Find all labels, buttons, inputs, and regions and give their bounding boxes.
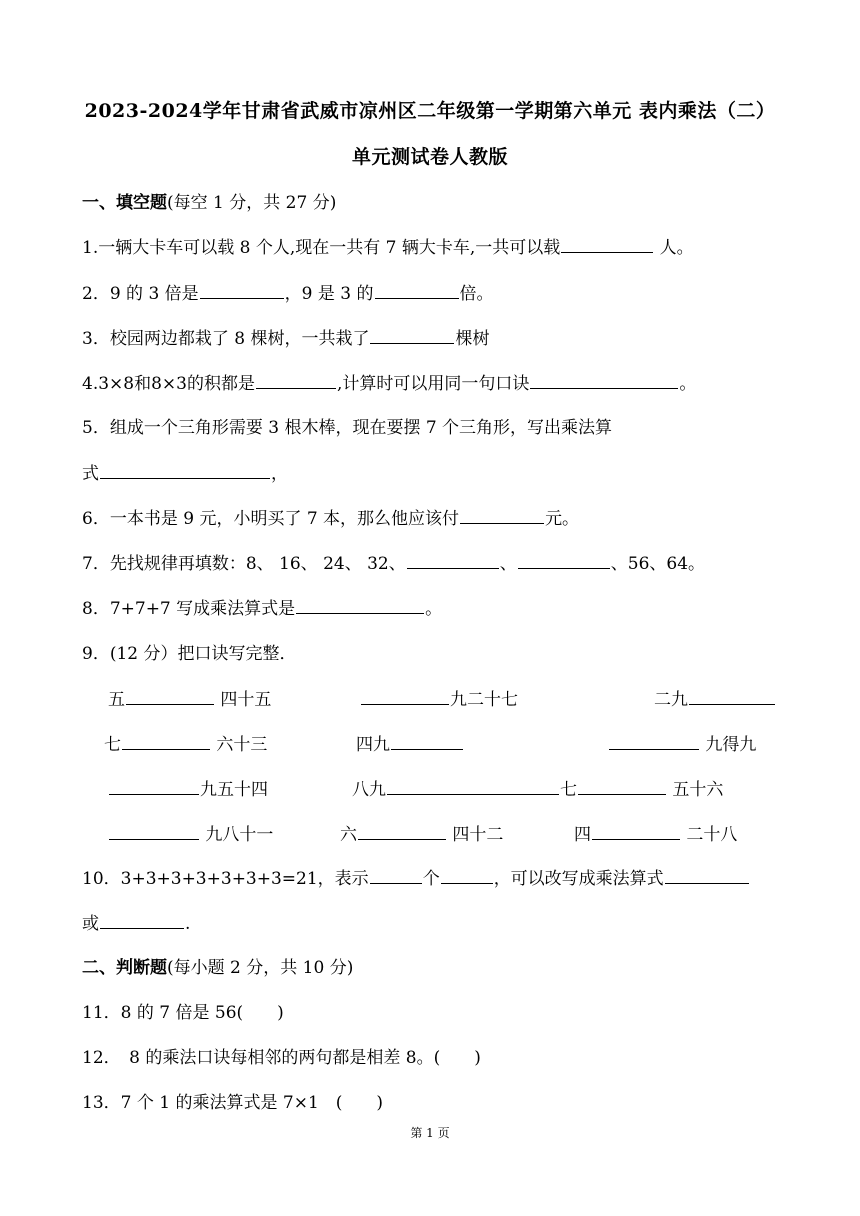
q4-text-b: ,计算时可以用同一句口诀 <box>336 374 530 394</box>
rhyme-text: 九五十四 <box>200 780 268 800</box>
question-2 <box>82 279 494 304</box>
question-1 <box>82 233 694 258</box>
rhyme-4-3 <box>574 820 737 845</box>
rhyme-blank[interactable] <box>126 686 214 705</box>
q7-text-a: 7．先找规律再填数：8、 16、 24、 32、 <box>82 554 406 574</box>
rhyme-blank[interactable] <box>122 731 210 750</box>
question-12: 12． 8 的乘法口诀每相邻的两句都是相差 8。( ) <box>82 1048 481 1068</box>
rhyme-1-2 <box>360 685 518 710</box>
q3-text-a: 3．校园两边都栽了 8 棵树，一共栽了 <box>82 329 370 349</box>
title-line-2: 单元测试卷人教版 <box>351 146 508 168</box>
q6-text-b: 元。 <box>545 509 580 529</box>
q10-text-c: ，可以改写成乘法算式 <box>493 869 664 889</box>
q10-blank-2[interactable] <box>441 865 493 884</box>
rhyme-text: 四十五 <box>215 690 272 710</box>
q7-text-c: 、56、64。 <box>610 554 706 574</box>
rhyme-blank[interactable] <box>592 821 680 840</box>
rhyme-text: 六 <box>340 825 357 845</box>
q10-text-d: 或 <box>82 914 99 934</box>
q3-text-b: 棵树 <box>455 329 490 349</box>
q2-blank-2[interactable] <box>375 280 459 299</box>
question-5-line-1: 5．组成一个三角形需要 3 根木棒，现在要摆 7 个三角形，写出乘法算 <box>82 418 613 438</box>
rhyme-2-2 <box>356 730 464 755</box>
q1-text: 1.一辆大卡车可以载 8 个人,现在一共有 7 辆大卡车,一共可以载 <box>82 238 561 258</box>
rhyme-text: 九八十一 <box>200 825 274 845</box>
q10-blank-4[interactable] <box>100 910 184 929</box>
q10-text-b: 个 <box>422 869 440 889</box>
rhyme-1-3 <box>654 685 776 710</box>
section-1-title: 一、填空题 <box>82 193 167 213</box>
rhyme-text: 九得九 <box>700 735 757 755</box>
rhyme-3-2 <box>352 775 723 800</box>
rhyme-text: 六十三 <box>211 735 268 755</box>
rhyme-1-1 <box>108 685 271 710</box>
rhyme-text: 五 <box>108 690 125 710</box>
question-8 <box>82 594 442 619</box>
rhyme-4-1 <box>108 820 273 845</box>
section-1-heading <box>82 188 336 213</box>
rhyme-text: 八九 <box>352 780 386 800</box>
rhyme-blank[interactable] <box>361 686 449 705</box>
rhyme-blank[interactable] <box>387 776 559 795</box>
q4-blank-2[interactable] <box>530 370 678 389</box>
rhyme-text: 四九 <box>356 735 390 755</box>
rhyme-text: 七 <box>560 780 577 800</box>
q10-text-e: . <box>185 914 191 934</box>
question-4 <box>82 369 696 394</box>
q4-text-a: 4.3×8和8×3的积都是 <box>82 374 255 394</box>
rhyme-4-2 <box>340 820 503 845</box>
q2-blank-1[interactable] <box>200 280 284 299</box>
question-11: 11．8 的 7 倍是 56( ) <box>82 1003 284 1023</box>
rhyme-text: 五十六 <box>667 780 724 800</box>
rhyme-text: 二十八 <box>681 825 738 845</box>
q7-blank-2[interactable] <box>518 550 610 569</box>
rhyme-blank[interactable] <box>391 731 463 750</box>
question-5-line-2 <box>82 459 288 484</box>
q5-text-c: ， <box>271 464 288 484</box>
rhyme-text: 九二十七 <box>450 690 518 710</box>
q6-text-a: 6．一本书是 9 元，小明买了 7 本，那么他应该付 <box>82 509 460 529</box>
q4-blank-1[interactable] <box>256 370 336 389</box>
q5-blank[interactable] <box>100 460 270 479</box>
q7-blank-1[interactable] <box>407 550 499 569</box>
section-2-note: (每小题 2 分，共 10 分) <box>167 958 354 978</box>
rhyme-2-1 <box>104 730 267 755</box>
q1-unit: 人。 <box>654 238 694 258</box>
section-2-heading <box>82 953 353 978</box>
question-10-line-2 <box>82 909 190 934</box>
q8-text-a: 8．7+7+7 写成乘法算式是 <box>82 599 296 619</box>
q8-text-b: 。 <box>425 599 443 619</box>
page-number: 第 1 页 <box>410 1126 450 1140</box>
q2-text-b: ，9 是 3 的 <box>284 284 374 304</box>
rhyme-blank[interactable] <box>609 731 699 750</box>
rhyme-blank[interactable] <box>578 776 666 795</box>
q1-blank[interactable] <box>561 234 653 253</box>
rhyme-text: 二九 <box>654 690 688 710</box>
rhyme-3-1 <box>108 775 268 800</box>
rhyme-text: 四十二 <box>447 825 504 845</box>
q10-blank-1[interactable] <box>370 865 422 884</box>
question-9: 9．(12 分）把口诀写完整． <box>82 644 297 664</box>
rhyme-text: 七 <box>104 735 121 755</box>
section-1-note: (每空 1 分，共 27 分) <box>167 193 337 213</box>
rhyme-blank[interactable] <box>109 821 199 840</box>
q4-text-c: 。 <box>679 374 697 394</box>
rhyme-blank[interactable] <box>109 776 199 795</box>
question-10-line-1 <box>82 864 750 889</box>
rhyme-blank[interactable] <box>358 821 446 840</box>
q7-text-b: 、 <box>499 554 517 574</box>
title-line-1: 2023-2024学年甘肃省武威市凉州区二年级第一学期第六单元 表内乘法（二） <box>84 100 776 122</box>
rhyme-2-3 <box>608 730 756 755</box>
question-13: 13．7 个 1 的乘法算式是 7×1 ( ) <box>82 1093 384 1113</box>
q2-text-c: 倍。 <box>459 284 494 304</box>
rhyme-blank[interactable] <box>689 686 775 705</box>
q5-text-b: 式 <box>82 464 99 484</box>
rhyme-text: 四 <box>574 825 591 845</box>
question-3 <box>82 324 489 349</box>
q2-text-a: 2．9 的 3 倍是 <box>82 284 199 304</box>
q8-blank[interactable] <box>296 595 424 614</box>
q10-blank-3[interactable] <box>665 865 749 884</box>
question-6 <box>82 504 579 529</box>
q10-text-a: 10．3+3+3+3+3+3+3=21，表示 <box>82 869 369 889</box>
q3-blank[interactable] <box>370 325 454 344</box>
question-7 <box>82 549 705 574</box>
q6-blank[interactable] <box>460 505 544 524</box>
section-2-title: 二、判断题 <box>82 958 167 978</box>
